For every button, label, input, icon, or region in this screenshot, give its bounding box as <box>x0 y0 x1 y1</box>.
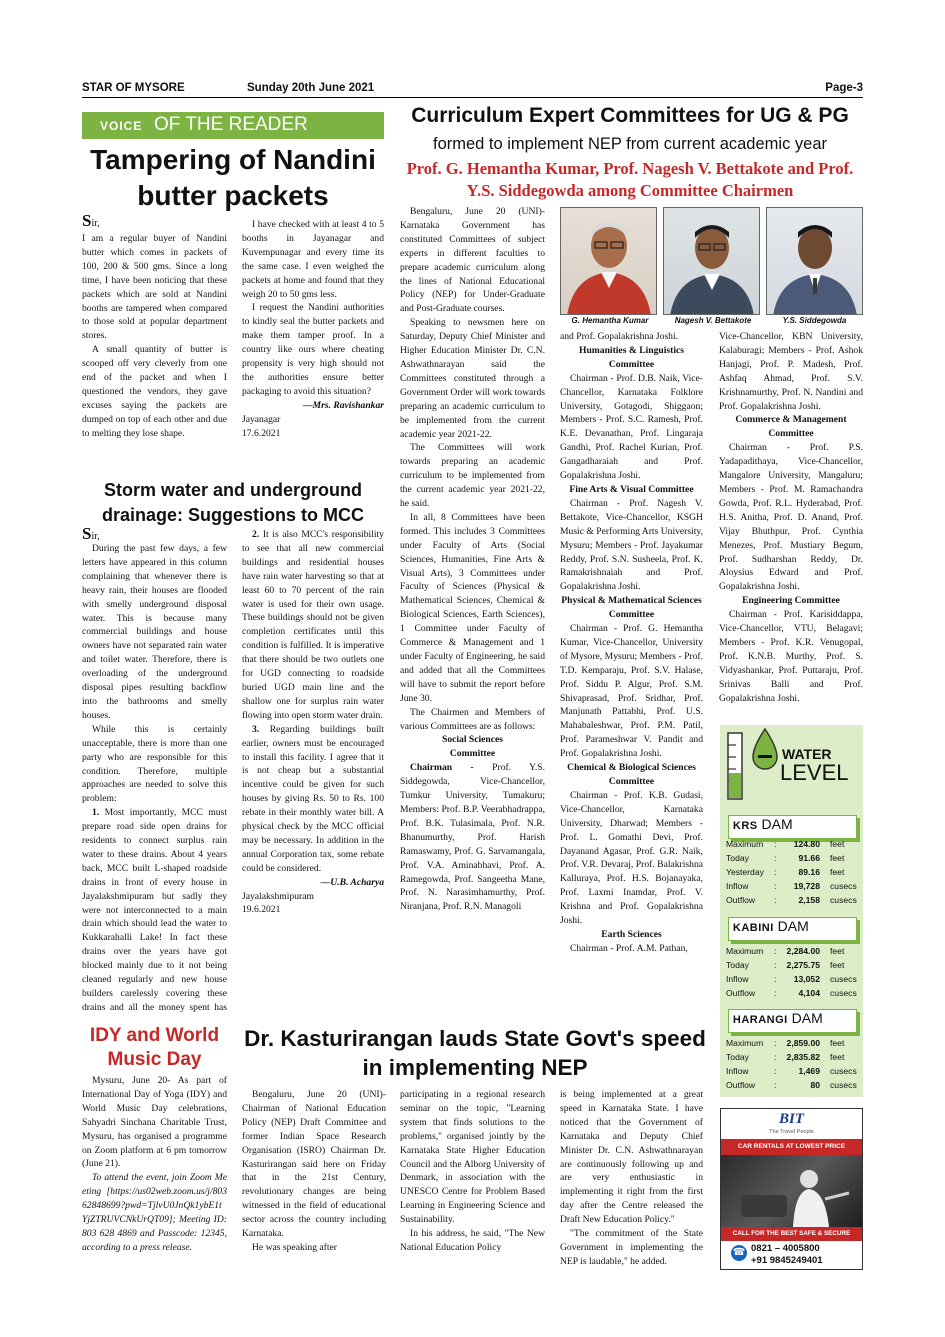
letter2-column-1: During the past few days, a few letters have appeared in this column complaining that whenever there is heavy rain, their houses are flooded with smelly underground disposal water. This is because many commercial buildings and house owners have not separated rain water and toilet water. Therefore, there is overloading of the underground disposal pipes resulting backflow into the bathrooms and smelly houses. While this is certainly unacceptable, there is more than one party who are responsible for this condition. Therefore, multiple approaches are needed to solve this problem: 1. Most importantly, MCC must prepare road side open drains for residents to connect surplus rain water to these drains. About 4 years back, MCC built L-shaped roadside drains in front of every house in Jayalakshmipuram but sadly they were not interconnected to a main drain which should lead the water to Kukkarahalli Lake! In fact these drains over the years have got blocked mainly due to it not being cleaned regularly and new house builders carelessly covering these drains and all the money spent has <box>82 543 227 1013</box>
curriculum-redhead: Prof. G. Hemantha Kumar, Prof. Nagesh V. Bettakote and Prof. Y.S. Siddegowda among Committee Chairmen <box>406 159 854 200</box>
ad-banner-bottom: CALL FOR THE BEST SAFE & SECURE <box>721 1227 862 1241</box>
harangi-dam-label: HARANGI DAM <box>728 1009 857 1033</box>
krs-row-today: Today : 91.66 feet <box>726 853 845 863</box>
caption-nagesh-bettakote: Nagesh V. Bettakote <box>674 316 752 325</box>
harangi-row-outflow: Outflow : 80 cusecs <box>726 1080 857 1090</box>
ad-banner-top: CAR RENTALS AT LOWEST PRICE <box>721 1139 862 1155</box>
idy-headline: IDY and World Music Day <box>89 1025 220 1070</box>
idy-body: Mysuru, June 20- As part of International Day of Yoga (IDY) and World Music Day celebrations, Sahyadri Sinchana Charitable Trust, Mysuru, has organised a programme on Zoom platform at 6 pm tomorrow (June 21). To attend the event, join Zoom Meeting [https://us02web.zoom.us/j/80362848699?pwd=TjlvU0JnQk1ybE1tYjZTRUVCNkUrQT09]; Meeting ID: 803 628 4869 and Passcode: 12345, according to a press release. <box>82 1075 227 1253</box>
kabini-dam-label: KABINI DAM <box>728 917 857 941</box>
harangi-row-today: Today : 2,835.82 feet <box>726 1052 845 1062</box>
masthead <box>82 82 863 98</box>
photo-nagesh-bettakote <box>663 207 760 315</box>
curriculum-subhead: formed to implement NEP from current academic year <box>432 135 827 153</box>
ad-logo: BIT <box>778 1111 804 1127</box>
krs-dam-label: KRS DAM <box>728 815 857 839</box>
phone-icon: ☎ <box>731 1245 747 1261</box>
ad-phone-2[interactable]: +91 9845249401 <box>751 1255 823 1266</box>
letter1-headline: Tampering of Nandini butter packets <box>90 144 376 211</box>
ad-tagline: The Travel People <box>769 1129 814 1135</box>
krs-row-outflow: Outflow : 2,158 cusecs <box>726 895 857 905</box>
caption-hemantha-kumar: G. Hemantha Kumar <box>571 316 649 325</box>
kabini-row-outflow: Outflow : 4,104 cusecs <box>726 988 857 998</box>
voice-label: VOICE <box>100 119 143 133</box>
kabini-row-inflow: Inflow : 13,052 cusecs <box>726 974 857 984</box>
of-the-reader-label: OF THE READER <box>154 114 308 135</box>
photo-hemantha-kumar <box>560 207 657 315</box>
car-rental-ad[interactable] <box>720 1108 863 1270</box>
kasturi-headline: Dr. Kasturirangan lauds State Govt's speed in implementing NEP <box>244 1026 706 1080</box>
letter1-salutation: Sir, <box>82 211 100 230</box>
harangi-row-inflow: Inflow : 1,469 cusecs <box>726 1066 857 1076</box>
curriculum-column-3: Vice-Chancellor, KBN University, Kalaburagi; Members - Prof. Ashok Hanjagi, Prof. P. Madesh, Prof. Ashfaq Ahmad, Prof. S.V. Krishnamurthy, Prof. N. Nandini and Prof. Gopalakrishna Joshi. Commerce & Management Committee Chairman - Prof. P.S. Yadapadithaya, Vice-Chancellor, Mangalore University, Mangaluru; Members - Prof. M. Ramachandra Gowda, Prof. R.L. Hyderabad, Prof. H.S. Anitha, Prof. D. Anand, Prof. Vijay Bhuthpur, Prof. Cynthia Menezes, Prof. Mustiary Begum, Prof. Sudharshan Reddy, Dr. Aloysius Edward and Prof. Gopalakrishna Joshi. Engineering Committee Chairman - Prof. Karisiddappa, Vice-Chancellor, VTU, Belagavi; Members - Prof. K.R. Venugopal, Prof. K.N.B. Murthy, Prof. S. Vidyashankar, Prof. Puttaraju, Prof. Srinivas Balli and Prof. Gopalakrishna Joshi. <box>719 331 863 704</box>
letter2-headline: Storm water and underground drainage: Suggestions to MCC <box>101 480 364 525</box>
curriculum-column-1: Bengaluru, June 20 (UNI)- Karnataka Government has constituted Committees of subject experts in different faculties to prepare academic curriculum along the lines of National Educational Policy (NEP) for Under-Graduate and Post-Graduate courses. Speaking to newsmen here on Saturday, Deputy Chief Minister and Higher Education Minister Dr. C.N. Ashwathnarayan said the Committees constituted through a Government Order will work towards preparing an academic curriculum to be implemented from the current academic year 2021-22. The Committees will work towards preparing an academic curriculum to be implemented from the current academic year 2021-22, he said. In all, 8 Committees have been formed. This includes 3 Committees under Faculty of Arts (Social Sciences, Humanities, Fine Arts & Visual Arts), 3 Committees under Faculty of Sciences (Physical & Mathematical Sciences, Chemical & Biological Sciences, Earth Sciences), 1 Committee under Faculty of Commerce & Management and 1 under Faculty of Engineering, he said and added that all the Committees will have to submit the report before June 30. The Chairmen and Members of various Committees are as follows: Social Sciences Committee Chairman - Prof. Y.S. Siddegowda, Vice-Chancellor, Tumkur University, Tumakuru; Members: Prof. B.P. Veerabhadrappa, Prof. B.K. Tulasimala, Prof. N.R. Bhanumurthy, Prof. Harish Ramaswamy, Prof. G. Sarvamangala, Prof. V.A. Aminabhavi, Prof. A. Ramegowda, Prof. Sangeetha Mane, Prof. N. Narasimhamurthy, Prof. Niranjana, Prof. R.N. Managoli <box>400 206 545 913</box>
curriculum-column-2: and Prof. Gopalakrishna Joshi. Humanities & Linguistics Committee Chairman - Prof. D.B. Naik, Vice-Chancellor, Karnataka Folklore University, Gotagodi, Shiggaon; Members - Prof. S.C. Ramesh, Prof. K.E. Devanathan, Prof. Lingaraja Gandhi, Prof. Rachel Kurian, Prof. Gangadharaiah and Prof. Gopalakrishna Joshi. Fine Arts & Visual Committee Chairman - Prof. Nagesh V. Bettakote, Vice-Chancellor, KSGH Music & Performing Arts University, Mysuru; Members - Prof. Jayakumar Reddy, Prof. S.N. Susheela, Prof. K. Ramakrishnaiah and Prof. Gopalakrishna Joshi. Physical & Mathematical Sciences Committee Chairman - Prof. G. Hemantha Kumar, Vice-Chancellor, University of Mysore, Mysuru; Members - Prof. T.D. Kemparaju, Prof. S.V. Halase, Prof. Siddu P. Algur, Prof. S.M. Shivaprasad, Prof. Sridhar, Prof. Manjunath Pattabhi, Prof. U.S. Mahabaleshwar, Prof. P.M. Patil, Prof. Parameshwar V. Pandit and Prof. Gopalakrishna Joshi. Chemical & Biological Sciences Committee Chairman - Prof. K.B. Gudasi, Vice-Chancellor, Karnataka University, Dharwad; Members - Prof. L. Gomathi Devi, Prof. Dayanand Agasar, Prof. G.R. Naik, Prof. V.R. Devaraj, Prof. Balakrishna Kalluraya, Prof. H.S. Bojanayaka, Prof. Laxmi Inamdar, Prof. V. Krishna and Prof. Gopalakrishna Joshi. Earth Sciences Chairman - Prof. A.M. Pathan, <box>560 331 703 954</box>
curriculum-headline: Curriculum Expert Committees for UG & PG <box>411 104 849 127</box>
krs-row-inflow: Inflow : 19,728 cusecs <box>726 881 857 891</box>
water-level-box <box>720 725 863 1097</box>
letter1-column-1: I am a regular buyer of Nandini butter which comes in packets of 100, 200 & 500 gms. Since a long time, I have been noticing that these packets which are sold at Nandini booths are tampered when compared to those sold at popular department stores. A small quantity of butter is scooped off very cleverly from one end of the packet and when I questioned the vendors, they gave excuses saying the packets are dumped on top of each other and due to melting they lose shape. <box>82 233 227 439</box>
letter1-signature: —Mrs. Ravishankar <box>302 399 384 411</box>
letter2-column-2: 2. It is also MCC's responsibility to see that all new commercial buildings and residential houses have rain water harvesting so that at least 60 to 70 percent of the rain water is used for their own usage. These buildings should not be given completion certificates until this condition is fulfilled. It is imperative that there should be two outlets one for UGD connecting to roadside buried UGD main line and the shallow one for surplus rain water flowing into open storm water drain. 3. Regarding buildings built earlier, owners must be encouraged to install this facility. I agree that it is not cheap but a substantial incentive could be given for such houses by giving Rs. 50 to Rs. 100 rebate in their monthly water bill. A physical check by the MCC official may be necessary. In addition in the annual Corporation tax, some rebate could be considered. —U.B. Acharya Jayalakshmipuram 19.6.2021 <box>242 529 384 916</box>
photo-siddegowda <box>766 207 863 315</box>
paper-name: STAR OF MYSORE <box>82 82 185 94</box>
krs-row-yesterday: Yesterday : 89.16 feet <box>726 867 845 877</box>
voice-of-reader-band <box>82 112 384 139</box>
ad-photo <box>721 1155 862 1227</box>
issue-date: Sunday 20th June 2021 <box>247 82 375 94</box>
water-title: WATER <box>782 746 832 762</box>
caption-siddegowda: Y.S. Siddegowda <box>782 316 847 325</box>
level-title: LEVEL <box>780 760 849 785</box>
kasturi-column-3: is being implemented at a great speed in Karnataka State. I have noticed that the Government of Karnataka and Deputy Chief Minister Dr. C.N. Ashwathnarayan are continuously following up and are very enthusiastic in implementing it right from the first day after the Centre released the Draft New Education Policy." "The commitment of the State Government in implementing the NEP is laudable," he added. <box>560 1089 703 1267</box>
kasturi-column-2: participating in a regional research seminar on the topic, "Learning system that finds solutions to the problems," organised jointly by the Karnataka State Higher Education Council and the Alborg University of Denmark, in association with the UNESCO Centre for Problem Based Learning in Engineering Science and Sustainability. In his address, he said, "The New National Education Policy <box>400 1089 545 1253</box>
letter2-signature: —U.B. Acharya <box>320 876 384 888</box>
kabini-row-maximum: Maximum : 2,284.00 feet <box>726 946 845 956</box>
ad-phone-1[interactable]: 0821 – 4005800 <box>751 1243 820 1254</box>
letter1-column-2: I have checked with at least 4 to 5 booths in Jayanagar and Kuvempunagar and every time its the same case. I even weighed the packets at home and found that they weigh 20 to 50 gms less. I request the Nandini authorities to kindly seal the butter packets and make them tamper proof. In a country like ours where cheating propensity is very high should not the authorities ensure better packaging to avoid this situation? —Mrs. Ravishankar Jayanagar 17.6.2021 <box>242 219 384 439</box>
krs-row-maximum: Maximum : 124.80 feet <box>726 839 845 849</box>
page-number: Page-3 <box>825 82 863 94</box>
harangi-row-maximum: Maximum : 2,859.00 feet <box>726 1038 845 1048</box>
kabini-row-today: Today : 2,275.75 feet <box>726 960 845 970</box>
letter2-salutation: Sir, <box>82 524 100 543</box>
kasturi-column-1: Bengaluru, June 20 (UNI)- Chairman of National Education Policy (NEP) Draft Committee and former Indian Space Research Organisation (ISRO) Chairman Dr. Kasturirangan said here on Friday that in the 21st Century, revolutionary changes are being witnessed in the field of educational sector across the country including Karnataka. He was speaking after <box>242 1089 386 1253</box>
water-drop-icon <box>750 727 780 771</box>
